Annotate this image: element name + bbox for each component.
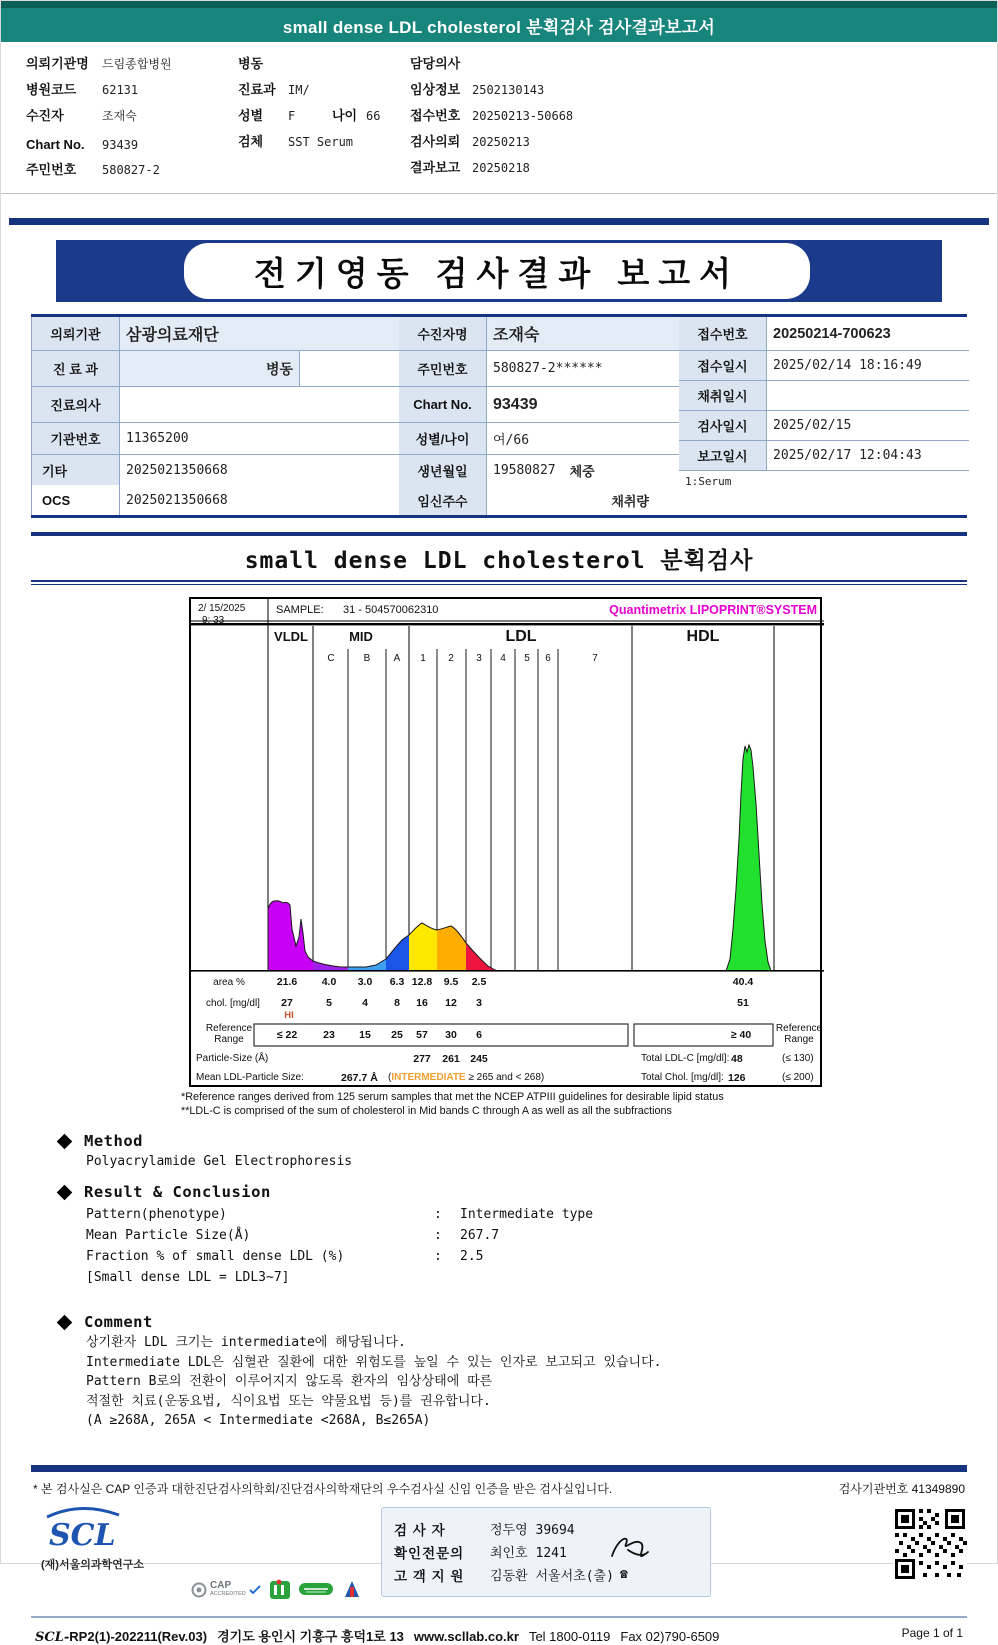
chol-flag-hi: HI: [284, 1010, 294, 1021]
band-label-vldl: VLDL: [274, 629, 308, 644]
result-value: 2.5: [460, 1249, 484, 1264]
ref-value: 6: [476, 1029, 482, 1041]
accreditation-badges: [191, 1578, 371, 1602]
cap-sub-label: ACCREDITED: [210, 1590, 246, 1597]
signer-panel: [381, 1507, 711, 1597]
result-note: [Small dense LDL = LDL3~7]: [86, 1270, 290, 1285]
chol-value: 3: [476, 997, 482, 1009]
cap-accredited-badge: [191, 1579, 261, 1598]
accreditation-row: [33, 1480, 965, 1497]
table-value: 11365200: [120, 423, 400, 455]
scl-logo: [41, 1507, 144, 1572]
lipoprint-chart: [189, 597, 822, 1087]
field-value: 20250218: [472, 161, 530, 175]
table-label: Chart No.: [399, 387, 487, 423]
table-value: 삼광의료재단: [120, 317, 400, 351]
chol-value: 12: [445, 997, 457, 1009]
table-value: 2025021350668: [120, 455, 400, 485]
comment-body: [86, 1336, 957, 1429]
report-title: small dense LDL cholesterol 분획검사 검사결과보고서: [282, 17, 716, 37]
field-label: 병동: [238, 56, 264, 71]
signer-role: 검 사 자: [394, 1522, 446, 1538]
colon: :: [434, 1228, 442, 1243]
report-title-bar: [1, 8, 997, 42]
area-value: 2.5: [471, 976, 487, 988]
weight-label: 체중: [569, 463, 595, 479]
particle-size-value: 245: [470, 1053, 488, 1065]
table-value: 2025021350668: [120, 485, 400, 515]
table-value: 20250214-700623: [767, 317, 969, 351]
particle-size-value: 261: [442, 1053, 460, 1065]
signer-name: 김동환 서울서초(출): [490, 1569, 614, 1584]
table-label: 진료의사: [32, 387, 120, 423]
svg-text:SCL: SCL: [49, 1517, 116, 1553]
colon: :: [434, 1249, 442, 1264]
section-rule-top: [31, 532, 967, 536]
mean-particle-value: 267.7 Å: [341, 1072, 378, 1084]
chol-value: 8: [394, 997, 400, 1009]
band-label-mid: MID: [349, 629, 373, 644]
chart-print-time: 9: 33: [202, 615, 225, 626]
subband-label: 1: [420, 653, 426, 664]
order-info-table: [31, 314, 967, 518]
result-value: 267.7: [460, 1228, 500, 1243]
table-label: 채취일시: [679, 381, 767, 411]
subband-label: C: [327, 653, 335, 664]
section-rule-bottom: [31, 580, 967, 585]
ref-value: ≥ 40: [730, 1029, 752, 1041]
footer-separator: [31, 1616, 967, 1618]
table-label: 기관번호: [32, 423, 120, 455]
field-value: 93439: [102, 138, 139, 152]
lab-fax: Fax 02)790-6509: [620, 1628, 720, 1644]
table-value: 580827-2******: [487, 351, 679, 387]
lab-website: www.scllab.co.kr: [413, 1628, 519, 1644]
banner-title: 전기영동 검사결과 보고서: [254, 254, 740, 292]
field-value: 20250213-50668: [472, 109, 574, 123]
chart-print-datetime: [198, 603, 245, 627]
mean-particle-note: [388, 1072, 544, 1083]
total-ldl-label: Total LDL-C [mg/dl]:: [641, 1053, 730, 1064]
bottom-rule: [31, 1465, 967, 1472]
comment-line: (A ≥268A, 265A < Intermediate <268A, B≤265A): [86, 1413, 431, 1428]
sample-id: 31 - 504570062310: [343, 604, 439, 616]
order-info-left: [31, 317, 399, 515]
footnote-1: *Reference ranges derived from 125 serum samples that met the NCEP ATPIII guidelines for desirable lipid status: [181, 1091, 724, 1103]
chol-value: 16: [416, 997, 428, 1009]
table-label: 임신주수: [399, 485, 487, 515]
comment-line: Pattern B로의 전환이 이루어지지 않도록 환자의 임상상태에 따른: [86, 1374, 493, 1389]
footnote-2: **LDL-C is comprised of the sum of cholesterol in Mid bands C through A as well as all the subfractions: [181, 1104, 672, 1117]
anab-badge: [341, 1579, 363, 1601]
diamond-bullet-icon: [57, 1133, 73, 1149]
subband-label: 6: [545, 653, 551, 664]
subband-label: 3: [476, 653, 482, 664]
field-label: 담당의사: [410, 56, 461, 71]
right-ref-label-1: Reference: [775, 1023, 823, 1034]
table-value: [487, 485, 679, 515]
eqa-badge: [299, 1581, 333, 1599]
qr-code: [893, 1507, 967, 1586]
sample-label: SAMPLE:: [276, 604, 324, 616]
signer-name: 정두영 39694: [490, 1523, 575, 1538]
table-value: 여/66: [487, 423, 679, 455]
table-label: 진 료 과: [32, 351, 120, 387]
colon: :: [434, 1207, 442, 1222]
banner-plate: [184, 243, 810, 299]
field-value: 580827-2: [102, 163, 160, 177]
qr-code-graphic: [893, 1507, 967, 1581]
phone-icon: ☎: [619, 1567, 628, 1582]
cap-label: CAP: [210, 1579, 232, 1591]
area-value: 9.5: [443, 976, 459, 988]
note-range: ≥ 265 and < 268): [465, 1072, 545, 1083]
patient-header-col1: [26, 53, 238, 185]
signer-name: 최인호 1241: [490, 1546, 567, 1561]
field-value: 66: [366, 109, 381, 123]
table-value: [767, 381, 969, 411]
result-label: Mean Particle Size(Å): [86, 1228, 251, 1243]
field-value: 62131: [102, 83, 139, 97]
row-label-chol: chol. [mg/dl]: [206, 998, 260, 1009]
lab-address: 경기도 용인시 기흥구 흥덕1로 13: [217, 1628, 404, 1644]
signature-mark: [608, 1534, 652, 1564]
scl-logo-graphic: [41, 1507, 133, 1553]
table-label: 의뢰기관: [32, 317, 120, 351]
table-label: 보고일시: [679, 441, 767, 471]
table-label: OCS: [32, 485, 120, 515]
row-label-reference-1: Reference: [205, 1023, 253, 1034]
subband-label: A: [393, 653, 401, 664]
table-value: 2025/02/17 12:04:43: [767, 441, 969, 471]
area-value: 3.0: [357, 976, 373, 988]
birthdate-value: 19580827: [493, 462, 556, 478]
table-value: [120, 387, 400, 423]
patient-header-col2: [238, 53, 410, 185]
subband-label: 4: [500, 653, 506, 664]
comment-line: 적절한 치료(운동요법, 식이요법 또는 약물요법 등)를 권유합니다.: [86, 1393, 491, 1409]
signer-role: 고 객 지 원: [394, 1568, 465, 1584]
area-value: 21.6: [276, 976, 298, 988]
diamond-bullet-icon: [57, 1314, 73, 1330]
serum-note: 1:Serum: [679, 471, 969, 515]
ref-value: ≤ 22: [276, 1029, 298, 1041]
table-value: 2025/02/14 18:16:49: [767, 351, 969, 381]
table-label: 수진자명: [399, 317, 487, 351]
doc-code: [35, 1629, 207, 1645]
total-ldl-ref: (≤ 130): [782, 1053, 814, 1064]
table-label: 주민번호: [399, 351, 487, 387]
total-chol-ref: (≤ 200): [782, 1072, 814, 1083]
mean-particle-label: Mean LDL-Particle Size:: [196, 1072, 304, 1083]
doc-code-scl: SCL-: [35, 1629, 70, 1645]
page-number: Page 1 of 1: [901, 1625, 963, 1640]
area-value: 40.4: [732, 976, 754, 988]
field-label: 주민번호: [26, 162, 77, 177]
field-label: 성별: [238, 108, 264, 123]
field-label: 검사의뢰: [410, 134, 461, 149]
chol-value: 51: [737, 997, 749, 1009]
field-label: 의뢰기관명: [26, 56, 89, 71]
subband-label: 5: [524, 653, 530, 664]
table-label: 기타: [32, 455, 120, 485]
area-value: 4.0: [321, 976, 337, 988]
chart-print-date: 2/ 15/2025: [198, 603, 246, 614]
divider-rule: [9, 218, 989, 225]
result-heading: Result & Conclusion: [84, 1183, 271, 1201]
subband-label: 2: [448, 653, 454, 664]
field-label: 병원코드: [26, 82, 77, 97]
collection-amount-label: 채취량: [611, 493, 649, 509]
chol-value: 4: [362, 997, 368, 1009]
table-label: 접수번호: [679, 317, 767, 351]
patient-header: [1, 42, 997, 194]
cap-gear-icon: [191, 1582, 207, 1598]
section-title: small dense LDL cholesterol 분획검사: [244, 548, 754, 574]
field-value: IM/: [288, 83, 310, 97]
total-chol-label: Total Chol. [mg/dl]:: [641, 1072, 724, 1083]
area-value: 12.8: [411, 976, 433, 988]
chol-value: 5: [326, 997, 332, 1009]
top-strip: [1, 1, 997, 8]
order-info-middle: [399, 317, 679, 515]
subband-label: B: [363, 653, 371, 664]
note-paren: (: [388, 1072, 392, 1083]
field-label: 결과보고: [410, 160, 461, 175]
comment-line: Intermediate LDL은 심혈관 질환에 대한 위험도를 높일 수 있는 인자로 보고되고 있습니다.: [86, 1354, 662, 1370]
check-icon: [249, 1585, 261, 1595]
table-value: 2025/02/15: [767, 411, 969, 441]
footer-bottom: [35, 1626, 963, 1645]
ref-value: 30: [445, 1029, 457, 1041]
field-label: 검체: [238, 134, 264, 149]
particle-size-value: 277: [413, 1053, 431, 1065]
band-label-ldl: LDL: [505, 628, 537, 645]
doc-code-rest: RP2(1)-202211(Rev.03): [69, 1628, 208, 1644]
lab-tel: Tel 1800-0119: [528, 1628, 611, 1644]
scl-logo-block: [41, 1507, 371, 1602]
table-value: 병동: [120, 351, 300, 387]
method-text: Polyacrylamide Gel Electrophoresis: [86, 1154, 353, 1169]
field-label: 접수번호: [410, 108, 461, 123]
diamond-bullet-icon: [57, 1184, 73, 1200]
method-section: [59, 1132, 957, 1429]
total-ldl-value: 48: [731, 1053, 743, 1065]
ref-value: 25: [391, 1029, 403, 1041]
table-label: 생년월일: [399, 455, 487, 485]
patient-header-col3: [410, 53, 970, 185]
field-label: 진료과: [238, 82, 276, 97]
subband-label: 7: [592, 653, 598, 664]
field-value: 2502130143: [472, 83, 545, 97]
field-value: 20250213: [472, 135, 530, 149]
area-value: 6.3: [389, 976, 405, 988]
field-value: SST Serum: [288, 135, 354, 149]
row-label-particle-size: Particle-Size (Å): [196, 1053, 269, 1064]
table-value: 조재숙: [487, 317, 679, 351]
field-value: F: [288, 109, 296, 123]
result-label: Fraction % of small dense LDL (%): [86, 1249, 345, 1264]
ref-value: 23: [323, 1029, 335, 1041]
scl-org-name: (재)서울의과학연구소: [41, 1558, 144, 1571]
electrophoresis-banner: [56, 240, 942, 302]
chol-value: 27: [281, 997, 293, 1009]
result-label: Pattern(phenotype): [86, 1207, 227, 1222]
field-label: 나이: [332, 108, 358, 123]
comment-line: 상기환자 LDL 크기는 intermediate에 해당됩니다.: [86, 1335, 406, 1350]
result-value: Intermediate type: [460, 1207, 594, 1222]
table-label: 검사일시: [679, 411, 767, 441]
result-rows: [86, 1207, 957, 1285]
row-label-area: area %: [213, 977, 245, 988]
table-value: 93439: [487, 387, 679, 423]
accreditation-text: * 본 검사실은 CAP 인증과 대한진단검사의학회/진단검사의학재단의 우수검사실 신임 인증을 받은 검사실입니다.: [33, 1481, 613, 1496]
method-heading: Method: [84, 1132, 143, 1150]
lab-org-number: 검사기관번호 41349890: [838, 1481, 965, 1496]
order-info-right: [679, 317, 969, 515]
intermediate-flag: INTERMEDIATE: [391, 1072, 466, 1083]
row-label-reference-2: Range: [214, 1034, 244, 1045]
table-label: 성별/나이: [399, 423, 487, 455]
band-label-hdl: HDL: [686, 628, 720, 645]
field-label: 수진자: [26, 108, 64, 123]
footer: [41, 1507, 967, 1602]
table-value-empty: [300, 351, 400, 387]
table-value: [487, 455, 679, 485]
table-label: 접수일시: [679, 351, 767, 381]
total-chol-value: 126: [728, 1072, 746, 1084]
right-ref-label-2: Range: [784, 1034, 814, 1045]
field-value: 조재숙: [102, 109, 137, 123]
signer-role: 확인전문의: [394, 1545, 465, 1561]
field-label: Chart No.: [26, 137, 85, 152]
ref-value: 57: [416, 1029, 428, 1041]
field-value: 드림종합병원: [102, 57, 172, 71]
comment-heading: Comment: [84, 1313, 153, 1331]
field-label: 임상정보: [410, 82, 461, 97]
lipoprint-system-logo: Quantimetrix LIPOPRINT®SYSTEM: [609, 603, 817, 617]
kslm-badge: [269, 1578, 291, 1602]
ref-value: 15: [359, 1029, 371, 1041]
chart-footnotes: [181, 1091, 997, 1118]
